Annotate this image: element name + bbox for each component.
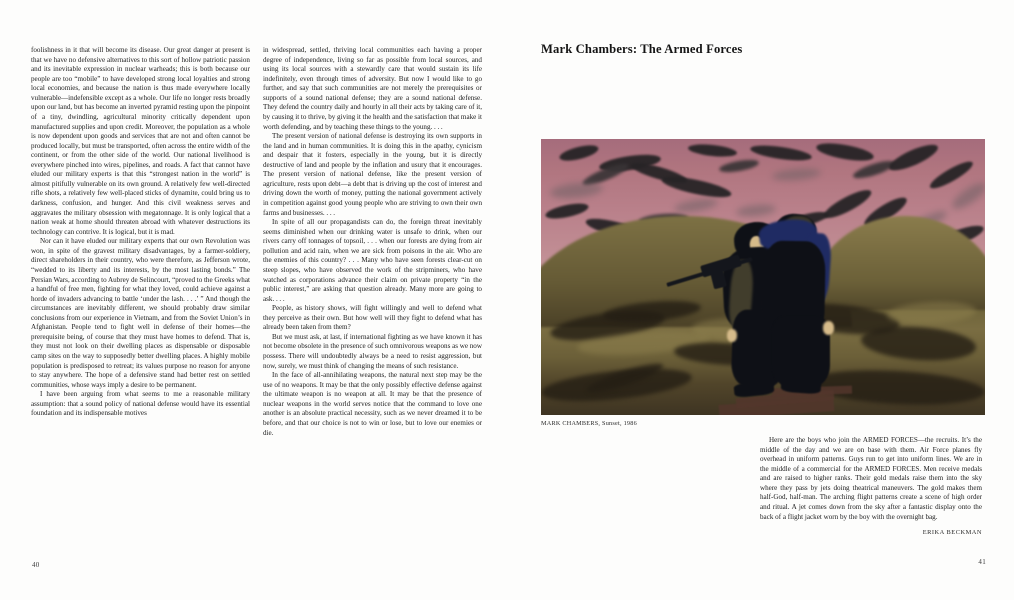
- body-column-2: [263, 46, 482, 438]
- paragraph: I have been arguing from what seems to me a reasonable military assumption: that a sound policy of national defense would have its essential foundation and its indispensable motives: [31, 390, 250, 418]
- page-number-right: 41: [978, 558, 986, 566]
- paragraph: But we must ask, at last, if international fighting as we have known it has not become obsolete in the presence of such omnivorous weapons as we now possess. There will undoubtedly always be a need to resist aggression, but now, surely, we must think of changing the means of such resistance.: [263, 332, 482, 370]
- article-title: Mark Chambers: The Armed Forces: [541, 42, 743, 56]
- essay-column: [760, 436, 982, 536]
- paragraph: People, as history shows, will fight willingly and well to defend what they perceive as their own. But how well will they fight to defend what has already been taken from them?: [263, 304, 482, 332]
- body-column-1: [31, 46, 250, 438]
- paragraph: The present version of national defense is destroying its own supports in the land and in human communities. It is doing this in the apathy, cynicism and despair that it fosters, especially in the young, but it is directly destructive of land and people by the inflation and usury that it encourages. The present version of national defense, like the present version of agriculture, rests upon debt—a debt that is driving up the cost of interest and driving down the worth of money, putting the national government actively in competition against good young people who are striving to own their own farms and businesses. . . .: [263, 132, 482, 217]
- figure-legs-right: [772, 316, 830, 388]
- artwork-photograph: [541, 139, 985, 415]
- photo-caption: MARK CHAMBERS, Sunset, 1986: [541, 420, 637, 427]
- figure-hand-left: [727, 329, 738, 341]
- left-page-text-columns: [31, 46, 483, 438]
- paragraph: in widespread, settled, thriving local communities each having a proper degree of independence, living so far as possible from local sources, and using its local sources with a stewardly care that would sustain its life indefinitely, even through times of adversity. But now I would like to go further, and say that such communities are not merely the prerequisites or supports of a sound national defense; they are a sound national defense. They defend the country daily and hourly in all their acts by taking care of it, by causing it to thrive, by giving it the health and the satisfaction that make it worth defending, and by teaching these things to the young. . . .: [263, 46, 482, 131]
- essay-byline: ERIKA BECKMAN: [922, 529, 982, 537]
- page-number-left: 40: [32, 561, 40, 569]
- paragraph: foolishness in it that will become its disease. Our great danger at present is that we have no defensive alternatives to this sort of hollow patriotic passion and its inevitable expression in nuclear warheads; this is both because our people are too “mobile” to have developed strong local loyalties and strong local economies, and because the nation is thus made everywhere locally vulnerable—indefensible except as a whole. Our life no longer rests broadly upon our land, but has become an inverted pyramid resting upon the pinpoint of a tiny, dwindling, agricultural minority critically dependent upon manufactured supplies and upon credit. Moreover, the population as a whole is now dependent upon goods and services that are not and often cannot be produced locally, but must be transported, often across the entire width of the continent, or from the other side of the world. Our national livelihood is everywhere pinched into wires, pipelines, and roads. A fact that cannot have eluded our military experts is that this “strongest nation in the world” is almost pitifully vulnerable on its own ground. A relatively few well-directed rifle shots, a relatively few well-placed sticks of dynamite, could bring us to darkness, confusion, and hunger. And this civil weakness serves and aggravates the military obsession with megatonnage. It is only logical that a nation weak at home should threaten abroad with whatever destructions its technology can contrive. It is logical, but it is mad.: [31, 46, 250, 236]
- paragraph: In the face of all-annihilating weapons, the natural next step may be the use of no weapons. It may be that the only possibly effective defense against the ultimate weapon is no weapon at all. It may be that the presence of nuclear weapons in the world serves notice that the command to love one another is an absolute practical necessity, such as we never dreamed it to be before, and that our choice is not to win or lose, but to love our enemies or die.: [263, 371, 482, 437]
- photograph-image: [541, 139, 985, 415]
- paragraph: In spite of all our propagandists can do, the foreign threat inevitably seems diminished when our drinking water is unsafe to drink, when our rivers carry off tonnages of topsoil, . . . when our forests are dying from air pollution and acid rain, when we are sick from poisons in the air. Who are the enemies of this country? . . . Many who have seen forests clear-cut on steep slopes, who have observed the work of the stripminers, who have watched as corporations advance their claim on private property “in the public interest,” are asking that question already. Many more are going to ask. . . .: [263, 218, 482, 303]
- paragraph: Nor can it have eluded our military experts that our own Revolution was won, in spite of the gravest military disadvantages, by a farmer-soldiery, direct shareholders in their country, who were therefore, as Jefferson wrote, “wedded to its liberty and its interests, by the most lasting bonds.” The Persian Wars, according to Aubrey de Selincourt, “proved to the Greeks what a handful of free men, fighting for what they loved, could achieve against a horde of invaders advancing to battle ‘under the lash. . . .’ ” And though the circumstances are inevitably different, we should probably draw similar conclusions from our experience in Vietnam, and from the Soviet Union’s in Afghanistan. People tend to fight well in defense of their homes—the prerequisite being, of course that they must have homes to defend. That is, they must not look on their dwelling places as dispensable or disposable camp sites on the way to supposedly better dwelling places. A highly mobile population is predisposed to retreat; its values purpose no reason for anyone to stay anywhere. The hope of a defensive stand had better rest on settled communities, whose ways imply a desire to be permanent.: [31, 237, 250, 389]
- paragraph: Here are the boys who join the ARMED FORCES—the recruits. It’s the middle of the day and we are on base with them. Air Force planes fly overhead in uniform patterns. Guys run to get into uniform lines. We are in the middle of a commercial for the ARMED FORCES. Men receive medals and are raised to higher ranks. Their gold medals raise them into the sky where they pass by jets doing theatrical maneuvers. The gold makes them half-God, half-man. The arching flight patterns create a scene of high order and ritual. A jet comes down from the sky after a fantastic display onto the back of a flight jacket worn by the boy with the overnight bag.: [760, 436, 982, 521]
- right-page: [507, 0, 1014, 600]
